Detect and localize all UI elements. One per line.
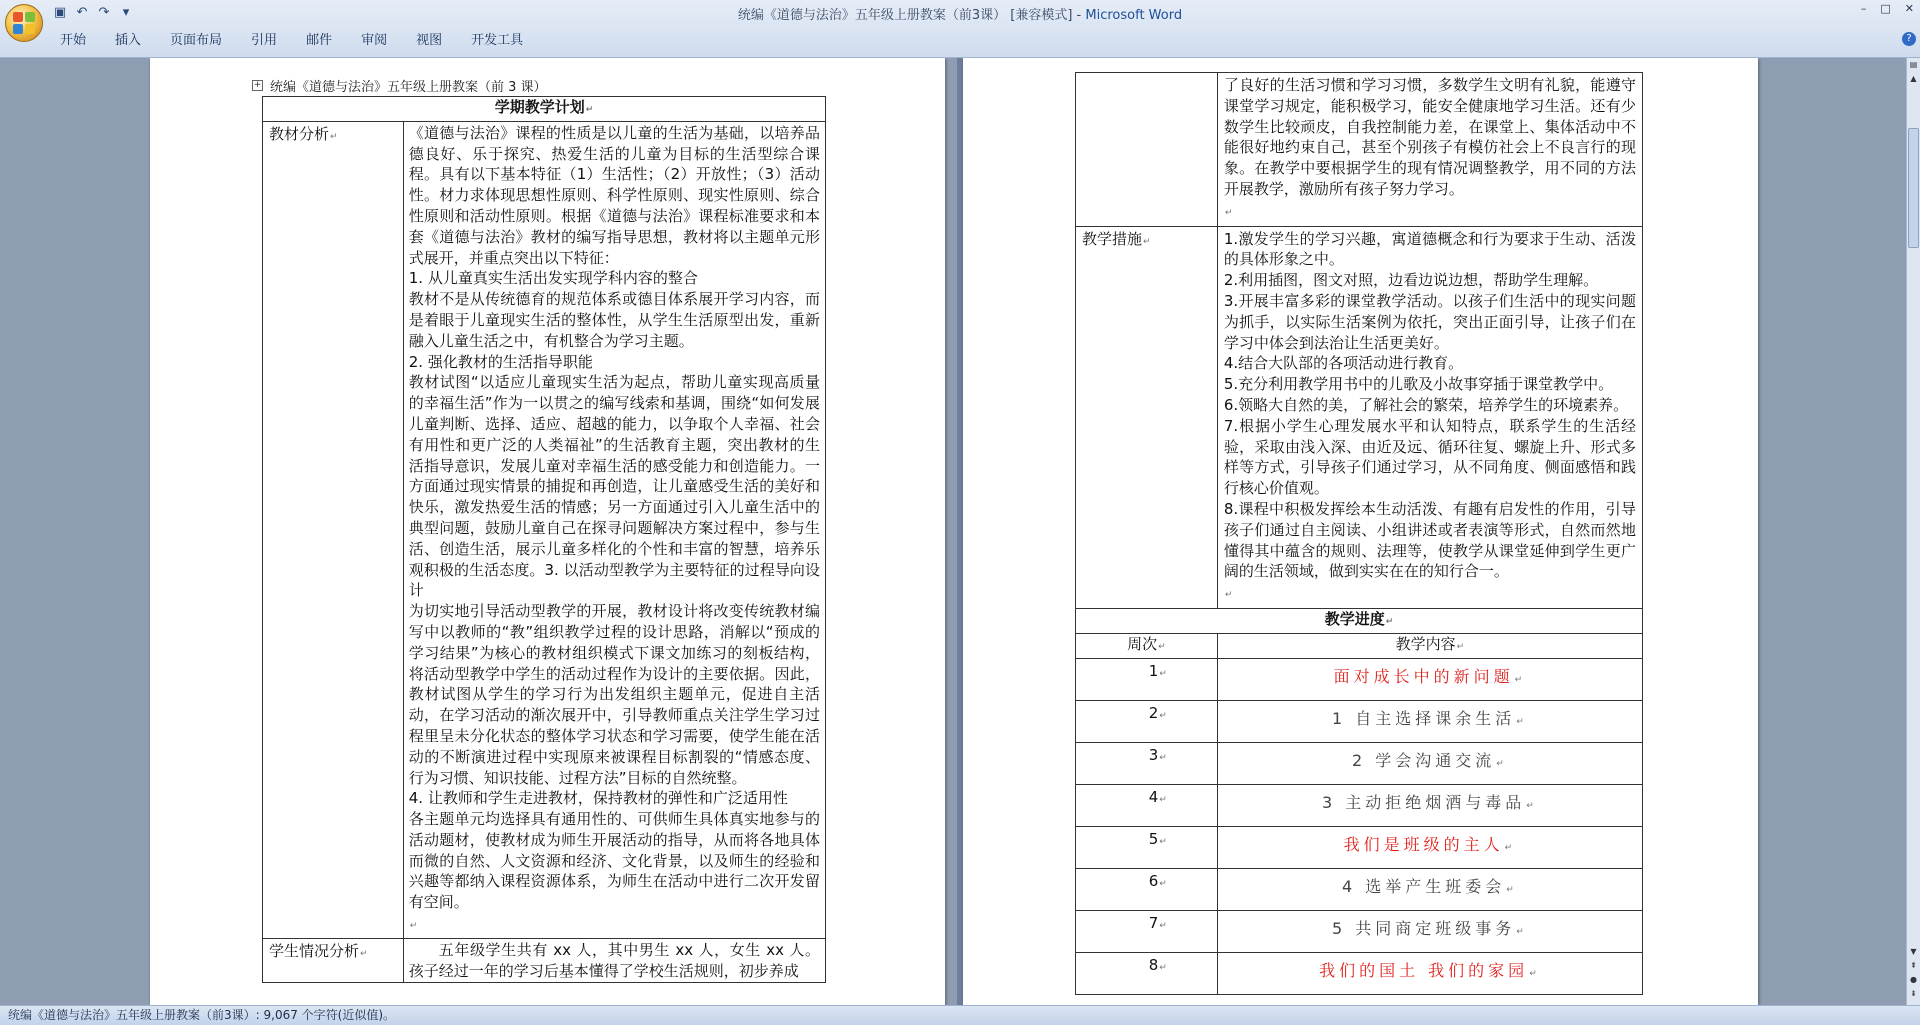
paragraph: 教材试图“以适应儿童现实生活为起点，帮助儿童实现高质量的幸福生活”作为一以贯之的编写线索和基调，围绕“如何发展儿童判断、选择、适应、超越的能力，以争取个人幸福、社会有用性和更广泛的人类福祉”的生活教育主题，突出教材的生活指导意识，发展儿童对幸福生活的感受能力和创造能力。一方面通过现实情景的捕捉和再创造，让儿童感受生活的美好和快乐，激发热爱生活的情感；另一方面通过引入儿童生活中的典型问题，鼓励儿童自己在探寻问题解决方案过程中，参与生活、创造生活，展示儿童多样化的个性和丰富的智慧，培养乐观积极的生活态度。3. 以活动型教学为主要特征的过程导向设计	[408, 373, 820, 600]
maximize-button[interactable]: □	[1880, 2, 1891, 15]
status-bar	[0, 1005, 1920, 1025]
tab-review[interactable]: 审阅	[361, 33, 388, 48]
measure-item: 2.利用插图，图文对照，边看边说边想，帮助学生理解。	[1223, 271, 1599, 290]
measure-item: 7.根据小学生心理发展水平和认知特点，联系学生的生活经验，采取由浅入深、由近及远、循环往复、螺旋上升、形式多样等方式，引导孩子们通过学习，从不同角度、侧面感悟和践行核心价值观。	[1223, 416, 1636, 498]
scroll-down-icon[interactable]: ▼	[1910, 947, 1917, 956]
minimize-button[interactable]: –	[1860, 2, 1867, 15]
tab-references[interactable]: 引用	[251, 33, 278, 48]
next-page-icon[interactable]: ⇟	[1910, 989, 1917, 998]
previous-page-icon[interactable]: ⇞	[1910, 961, 1917, 970]
vertical-scrollbar[interactable]	[1906, 58, 1920, 1005]
paragraph: 《道德与法治》课程的性质是以儿童的生活为基础，以培养品德良好、乐于探究、热爱生活的儿童为目标的生活型综合课程。具有以下基本特征（1）生活性；（2）开放性；（3）活动性。材力求体现思想性原则、科学性原则、现实性原则、综合性原则和活动性原则。根据《道德与法治》课程标准要求和本套《道德与法治》教材的编写指导思想，教材将以主题单元形式展开，并重点突出以下特征：	[408, 123, 820, 267]
customize-qat-icon[interactable]: ▾	[122, 5, 130, 20]
textbook-analysis-content[interactable]	[403, 121, 825, 938]
window-controls	[1861, 2, 1914, 15]
lesson-content[interactable]: 5 共同商定班级事务↵	[1217, 910, 1642, 952]
tab-home[interactable]: 开始	[60, 33, 87, 48]
scroll-up-icon[interactable]: ▲	[1910, 74, 1917, 83]
paragraph: 1. 从儿童真实生活出发实现学科内容的整合	[408, 269, 698, 288]
table-row	[1076, 700, 1643, 742]
week-number: 5↵	[1076, 826, 1218, 868]
paragraph: 4. 让教师和学生走进教材，保持教材的弹性和广泛适用性	[408, 789, 788, 808]
save-icon[interactable]: ▣	[53, 5, 67, 20]
paragraph: 教材不是从传统德育的规范体系或德目体系展开学习内容，而是着眼于儿童现实生活的整体性，从学生生活原型出发，重新融入儿童生活之中，有机整合为学习主题。	[408, 290, 820, 350]
student-analysis-content[interactable]	[403, 938, 825, 983]
semester-plan-title: 学期教学计划↵	[263, 97, 826, 122]
table-row	[1076, 826, 1643, 868]
ruler-toggle-icon[interactable]: ▤	[1909, 60, 1918, 69]
plan-table-continued	[1075, 72, 1643, 995]
tab-mailings[interactable]: 邮件	[306, 33, 333, 48]
title-bar	[0, 0, 1920, 58]
table-row	[1076, 658, 1643, 700]
ribbon-tabs	[50, 30, 542, 52]
page-right	[963, 58, 1758, 1005]
tab-view[interactable]: 视图	[416, 33, 443, 48]
redo-icon[interactable]: ↷	[98, 5, 110, 20]
table-row	[1076, 952, 1643, 994]
document-title: 统编《道德与法治》五年级上册教案（前3课） [兼容模式] -	[737, 8, 1086, 23]
table-row	[1076, 742, 1643, 784]
close-button[interactable]: ✕	[1904, 2, 1914, 15]
paragraph: 各主题单元均选择具有通用性的、可供师生具体真实地参与的活动题材，使教材成为师生开展活动的指导，从而将各地具体而微的自然、人文资源和经济、文化背景，以及师生的经验和兴趣等都纳入课程资源体系，为师生在活动中进行二次开发留有空间。	[408, 810, 820, 912]
lesson-content[interactable]: 4 选举产生班委会↵	[1217, 868, 1642, 910]
week-number: 8↵	[1076, 952, 1218, 994]
measure-item: 5.充分利用教学用书中的儿歌及小故事穿插于课堂教学中。	[1223, 375, 1614, 394]
teaching-progress-title: 教学进度↵	[1076, 608, 1643, 633]
lesson-content[interactable]: 面对成长中的新问题↵	[1217, 658, 1642, 700]
table-row	[1076, 784, 1643, 826]
week-number: 2↵	[1076, 700, 1218, 742]
tab-developer[interactable]: 开发工具	[471, 33, 524, 48]
week-number: 7↵	[1076, 910, 1218, 952]
week-number: 1↵	[1076, 658, 1218, 700]
table-row	[1076, 868, 1643, 910]
tab-page-layout[interactable]: 页面布局	[170, 33, 223, 48]
teaching-measures-label: 教学措施↵	[1076, 226, 1218, 608]
measure-item: 3.开展丰富多彩的课堂教学活动。以孩子们生活中的现实问题为抓手，以实际生活案例为依托，突出正面引导，让孩子们在学习中体会到法治让生活更美好。	[1223, 291, 1636, 352]
lesson-content[interactable]: 3 主动拒绝烟酒与毒品↵	[1217, 784, 1642, 826]
empty-paragraph: ↵	[1224, 207, 1233, 218]
undo-icon[interactable]: ↶	[76, 5, 88, 20]
paragraph: 了良好的生活习惯和学习习惯，多数学生文明有礼貌，能遵守课堂学习规定，能积极学习，能安全健康地学习生活。还有少数学生比较顽皮，自我控制能力差，在课堂上、集体活动中不能很好地约束自己，甚至个别孩子有模仿社会上不良言行的现象。在教学中要根据学生的现有情况调整教学，用不同的方法开展教学，激励所有孩子努力学习。	[1223, 76, 1636, 198]
scroll-thumb[interactable]	[1908, 128, 1919, 248]
measure-item: 4.结合大队部的各项活动进行教育。	[1223, 354, 1464, 373]
lesson-content[interactable]: 2 学会沟通交流↵	[1217, 742, 1642, 784]
student-analysis-continued[interactable]	[1217, 73, 1642, 227]
week-header: 周次↵	[1076, 633, 1218, 658]
page-left	[150, 58, 945, 1005]
teaching-measures-content[interactable]	[1217, 226, 1642, 608]
measure-item: 8.课程中积极发挥绘本生动活泼、有趣有启发性的作用，引导孩子们通过自主阅读、小组讲述或者表演等形式，自然而然地懂得其中蕴含的规则、法理等，使教学从课堂延伸到学生更广阔的生活领域，做到实实在在的知行合一。	[1223, 499, 1636, 581]
week-number: 3↵	[1076, 742, 1218, 784]
paragraph: 五年级学生共有 xx 人，其中男生 xx 人，女生 xx 人。孩子经过一年的学习后基本懂得了学校生活规则，初步养成	[408, 940, 820, 980]
textbook-analysis-label: 教材分析↵	[263, 121, 404, 938]
empty-paragraph: ↵	[409, 921, 418, 932]
lesson-content[interactable]: 1 自主选择课余生活↵	[1217, 700, 1642, 742]
scroll-bottom-controls	[1907, 945, 1920, 1001]
week-number: 6↵	[1076, 868, 1218, 910]
status-text: 统编《道德与法治》五年级上册教案（前3课）: 9,067 个字符(近似值)。	[8, 1008, 396, 1022]
paragraph: 2. 强化教材的生活指导职能	[408, 352, 593, 371]
table-move-handle-icon[interactable]: +	[253, 80, 262, 90]
lesson-content[interactable]: 我们的国土 我们的家园↵	[1217, 952, 1642, 994]
content-header: 教学内容↵	[1217, 633, 1642, 658]
doc-header: 统编《道德与法治》五年级上册教案（前 3 课）	[270, 80, 547, 95]
window-title	[0, 4, 1920, 23]
tab-insert[interactable]: 插入	[115, 33, 142, 48]
table-row	[1076, 910, 1643, 952]
paragraph: 为切实地引导活动型教学的开展，教材设计将改变传统教材编写中以教师的“教”组织教学过程的设计思路，消解以“预成的学习结果”为核心的教材组织模式下课文加练习的刻板结构，将活动型教学中学生的活动过程作为设计的主要依据。因此，教材试图从学生的学习行为出发组织主题单元，促进自主活动，在学习活动的渐次展开中，引导教师重点关注学生学习过程里呈未分化状态的整体学习状态和学习需要，使学生能在活动的不断演进过程中实现原来被课程目标割裂的“情感态度、行为习惯、知识技能、过程方法”目标的自然统整。	[408, 602, 820, 787]
select-browse-object-icon[interactable]: ●	[1910, 975, 1917, 984]
semester-plan-table	[262, 96, 826, 983]
empty-paragraph: ↵	[1224, 590, 1233, 601]
document-area	[0, 58, 1906, 1005]
measure-item: 6.领略大自然的美，了解社会的繁荣，培养学生的环境素养。	[1223, 395, 1629, 414]
lesson-content[interactable]: 我们是班级的主人↵	[1217, 826, 1642, 868]
measure-item: 1.激发学生的学习兴趣，寓道德概念和行为要求于生动、活泼的具体形象之中。	[1223, 229, 1636, 269]
app-name: Microsoft Word	[1085, 8, 1183, 23]
week-number: 4↵	[1076, 784, 1218, 826]
help-icon[interactable]: ?	[1902, 32, 1916, 46]
student-analysis-label: 学生情况分析↵	[263, 938, 404, 983]
empty-label-cell	[1076, 73, 1218, 227]
